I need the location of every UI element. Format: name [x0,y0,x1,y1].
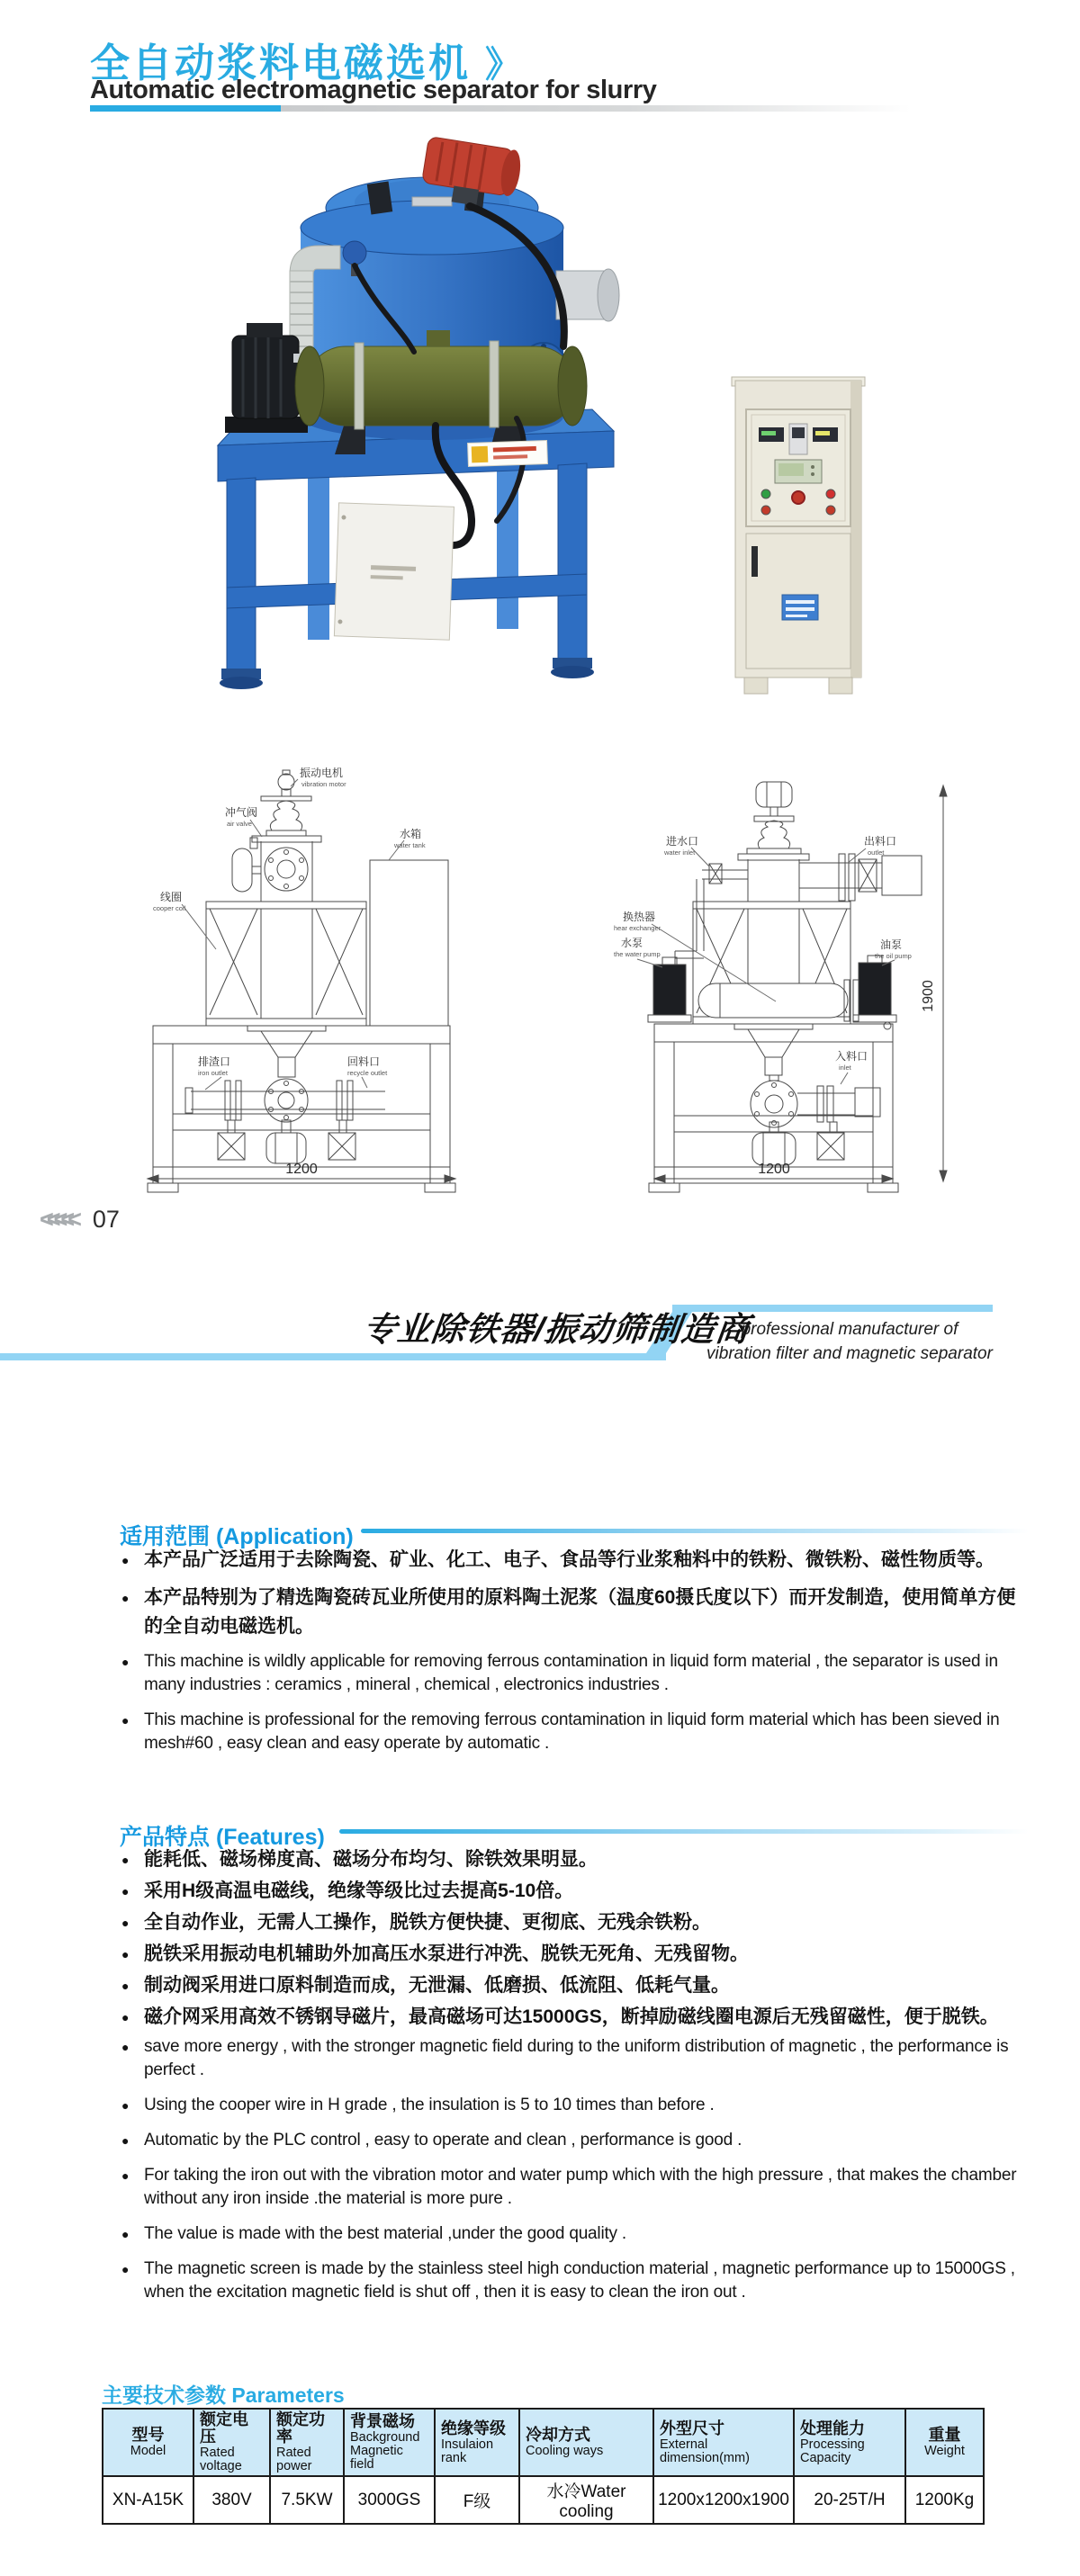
parameters-data-row [103,2476,984,2524]
bullet-item: ● 采用H级高温电磁线，绝缘等级比过去提高5-10倍。 [120,1878,1030,1905]
cell-model: XN-A15K [103,2476,194,2524]
svg-text:iron outlet: iron outlet [198,1069,228,1077]
page-subtitle: Automatic electromagnetic separator for slurry [90,76,657,104]
cell-rated-power: 7.5KW [270,2476,344,2524]
svg-text:1900: 1900 [921,980,936,1012]
svg-text:线圈: 线圈 [160,891,183,903]
center-column [738,854,809,902]
col-weight-header: 重量 Weight [905,2409,984,2476]
brand-plate [468,440,548,466]
center-column [232,836,321,902]
application-title-rule [361,1529,1029,1533]
page-number [40,1206,120,1234]
drawing-labels [153,766,426,1077]
label-leaders [182,779,404,1090]
svg-text:water inlet: water inlet [664,848,696,857]
product-photo-machine [200,120,632,700]
banner-slogan-en-line1: professional manufacturer of [741,1320,958,1339]
features-title-rule [339,1829,1029,1834]
svg-text:the water pump: the water pump [614,950,661,958]
product-photo-control-cabinet [724,373,873,702]
svg-text:air valve: air valve [227,820,252,828]
bullet-item: ● For taking the iron out with the vibration motor and water pump which with the high pressure , that makes the chamber without any iron inside .the material is more pure . [120,2164,1030,2211]
title-underline-blue [90,105,281,112]
title-underline-gray [281,105,911,112]
svg-text:vibration motor: vibration motor [302,780,346,788]
cabinet-upper-panel [746,409,850,526]
svg-text:inlet: inlet [839,1064,851,1072]
bullet-item: ● The magnetic screen is made by the stainless steel high conduction material , magnetic performance up to 15000GS , when the excitation magnetic field is shut off , then it is easy to clean the iron out . [120,2257,1030,2304]
cell-external-dimension: 1200x1200x1900 [653,2476,794,2524]
parameters-title: 主要技术参数 Parameters [102,2383,345,2407]
bottom-valve-assembly [185,1026,385,1163]
bullet-item: ● 脱铁采用振动电机辅助外加高压水泵进行冲洗、脱铁无死角、无残留物。 [120,1941,1030,1968]
svg-text:换热器: 换热器 [623,911,656,923]
dimension-width [654,1162,893,1182]
application-section [120,1519,1030,1767]
col-cooling-ways-header: 冷却方式 Cooling ways [519,2409,653,2476]
features-bullets-cn [120,1846,1030,2031]
manufacturer-banner [0,1298,1080,1374]
bullet-item: ● 制动阀采用进口原料制造而成，无泄漏、低磨损、低流阻、低耗气量。 [120,1972,1030,1999]
water-tank [370,860,448,1026]
dimension-width [148,1162,455,1182]
col-rated-power-header: 额定功率 Rated power [270,2409,344,2476]
page-title-cn: 全自动浆料电磁选机 [90,41,471,85]
col-insulation-rank-header: 绝缘等级 Insulaion rank [435,2409,519,2476]
svg-text:入料口: 入料口 [835,1050,868,1063]
svg-text:1200: 1200 [285,1162,318,1177]
svg-text:1200: 1200 [758,1162,790,1177]
bullet-item: ● 全自动作业，无需人工操作，脱铁方便快捷、更彻底、无残余铁粉。 [120,1909,1030,1936]
technical-drawing-side [612,760,990,1210]
bullet-item: ● This machine is wildly applicable for removing ferrous contamination in liquid form material , the separator is used in many industries : ceramics , mineral , chemical , electronics industries . [120,1650,1030,1697]
bullet-item: ● save more energy , with the stronger magnetic field during to the uniform distribution of magnetic , the performance is perfect . [120,2035,1030,2082]
svg-text:振动电机: 振动电机 [300,767,344,779]
top-vibration-motor [747,782,801,854]
cell-insulation-rank: F级 [435,2476,519,2524]
svg-text:水泵: 水泵 [621,937,644,949]
junction-box [334,503,454,640]
bullet-item: ● 磁介网采用高效不锈钢导磁片，最高磁场可达15000GS，断掉励磁线圈电源后无残留磁性，便于脱铁。 [120,2004,1030,2031]
bullet-item: ● Using the cooper wire in H grade , the insulation is 5 to 10 times than before . [120,2094,1030,2117]
features-section [120,1819,1030,2316]
svg-text:the oil pump: the oil pump [875,952,912,960]
application-bullets-cn [120,1546,1030,1641]
banner-slogan-cn: 专业除铁器/振动筛制造商 [361,1311,752,1348]
svg-text:水箱: 水箱 [400,828,422,840]
application-bullets-en [120,1650,1030,1755]
water-pump [648,957,691,1022]
features-bullets-en [120,2035,1030,2304]
application-title: 适用范围 (Application) [120,1524,354,1549]
heat-exchanger [698,980,859,1021]
svg-text:recycle outlet: recycle outlet [347,1069,388,1077]
svg-text:排渣口: 排渣口 [198,1055,231,1068]
oil-pump [853,956,896,1029]
svg-text:回料口: 回料口 [347,1055,381,1068]
cabinet-door [746,534,850,669]
outlet-pipe [799,854,922,901]
svg-text:outlet: outlet [868,848,885,857]
col-model-header: 型号 Model [103,2409,194,2476]
bottom-valve-assembly [734,1024,880,1165]
cell-background-field: 3000GS [344,2476,435,2524]
svg-text:cooper coil: cooper coil [153,904,186,912]
bullet-item: ● The value is made with the best material ,under the good quality . [120,2222,1030,2246]
cell-processing-capacity: 20-25T/H [794,2476,905,2524]
technical-drawing-front [135,760,468,1210]
drawing-labels [614,834,912,1072]
features-title: 产品特点 (Features) [120,1825,325,1850]
col-external-dimension-header: 外型尺寸 External dimension(mm) [653,2409,794,2476]
chevrons-icon: <<<<< [40,1206,75,1233]
double-chevron-icon: 》 [485,45,521,85]
col-background-field-header: 背景磁场 Background Magnetic field [344,2409,435,2476]
bullet-item: ● 本产品特别为了精选陶瓷砖瓦业所使用的原料陶土泥浆（温度60摄氏度以下）而开发制造，使用简单方便的全自动电磁选机。 [120,1584,1030,1641]
bullet-item: ● 本产品广泛适用于去除陶瓷、矿业、化工、电子、食品等行业浆釉料中的铁粉、微铁粉、磁性物质等。 [120,1546,1030,1575]
svg-text:冲气阀: 冲气阀 [225,806,258,819]
bullet-item: ● This machine is professional for the removing ferrous contamination in liquid form material which has been sieved in mesh#60 , easy clean and easy operate by automatic . [120,1709,1030,1755]
parameters-table [102,2408,985,2525]
col-processing-capacity-header: 处理能力 Processing Capacity [794,2409,905,2476]
svg-text:油泵: 油泵 [880,938,903,951]
svg-text:water tank: water tank [394,841,426,849]
svg-text:hear exchanger: hear exchanger [614,924,662,932]
inlet-pipe [675,864,748,965]
dimension-height [921,785,947,1181]
cell-rated-voltage: 380V [194,2476,270,2524]
coil-box [206,902,366,1026]
cell-cooling-ways: 水冷Water cooling [519,2476,653,2524]
col-rated-voltage-header: 额定电压 Rated voltage [194,2409,270,2476]
bullet-item: ● 能耗低、磁场梯度高、磁场分布均匀、除铁效果明显。 [120,1846,1030,1873]
svg-text:出料口: 出料口 [864,835,897,848]
page-number-value: 07 [92,1206,120,1233]
bullet-item: ● Automatic by the PLC control , easy to operate and clean , performance is good . [120,2129,1030,2152]
parameters-header-row [103,2409,984,2476]
cell-weight: 1200Kg [905,2476,984,2524]
svg-text:进水口: 进水口 [666,835,699,848]
banner-slogan-en [698,1317,1002,1366]
banner-slogan-en-line2: vibration filter and magnetic separator [706,1344,993,1363]
